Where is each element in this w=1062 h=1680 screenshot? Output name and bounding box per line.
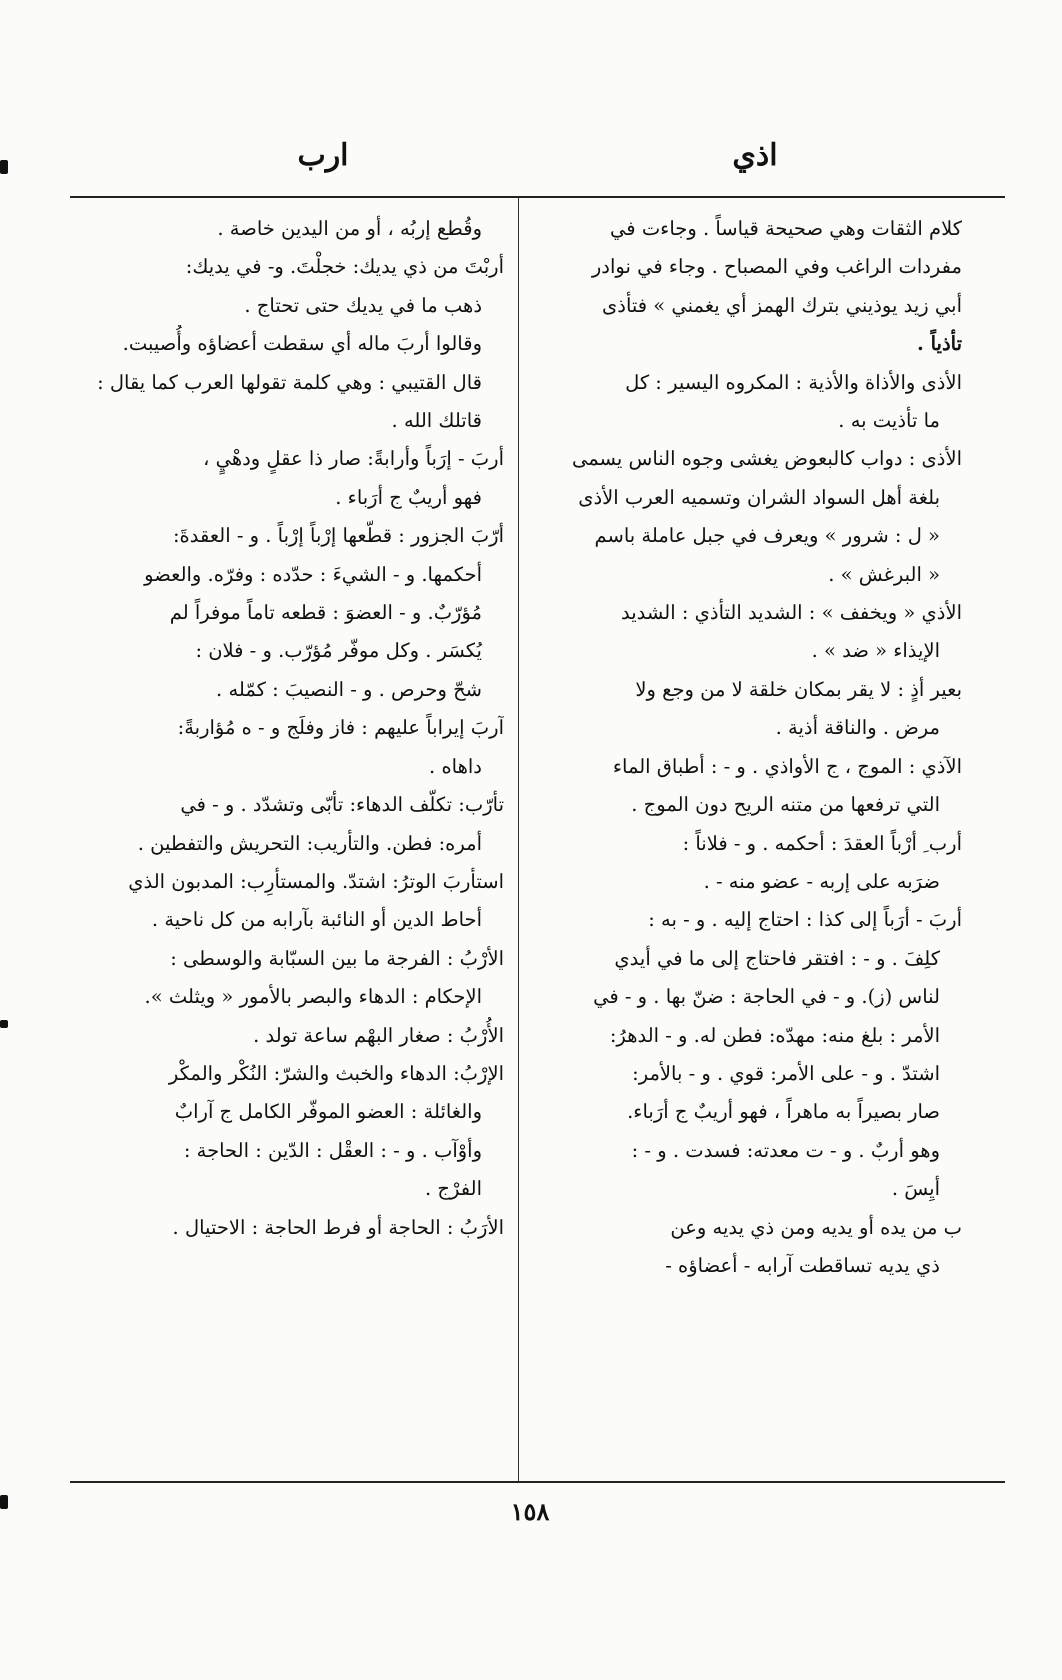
text-line: الإرْبُ: الدهاء والخبث والشرّ: النُكْر والمكْر	[168, 1061, 504, 1085]
text-line: الأذي « ويخفف » : الشديد التأذي : الشديد	[621, 601, 962, 625]
text-line: أربْتَ من ذي يديك: خجلْتَ. و- في يديك:	[185, 255, 504, 279]
text-line: وقُطع إربُه ، أو من اليدين خاصة .	[217, 217, 482, 240]
text-line: أيِسَ .	[891, 1177, 940, 1201]
text-line: آربَ إيراباً عليهم : فاز وفلَج و - ه مُؤاربةً:	[177, 716, 504, 740]
text-line: شحّ وحرص . و - النصيبَ : كمّله .	[216, 677, 482, 701]
text-line: مُؤرّبٌ. و - العضوَ : قطعه تاماً موفراً لم	[169, 601, 482, 625]
margin-mark	[0, 1495, 8, 1509]
text-line: أرّبَ الجزور : قطّعها إرْباً إرْباً . و - العقدةَ:	[172, 524, 504, 548]
text-line: تأرّب: تكلّف الدهاء: تأبّى وتشدّد . و - في	[180, 793, 504, 817]
text-line: ما تأذيت به .	[838, 409, 940, 433]
text-line: ب من يده أو يديه ومن ذي يديه وعن	[670, 1215, 962, 1239]
text-line: وقالوا أربَ ماله أي سقطت أعضاؤه وأُصيبت.	[122, 332, 482, 356]
text-line: أحكمها. و - الشيءَ : حدّده : وفرّه. والعضو	[144, 562, 482, 586]
text-line: الأرَبُ : الحاجة أو فرط الحاجة : الاحتيال .	[172, 1215, 504, 1239]
text-line: قال القتيبي : وهي كلمة تقولها العرب كما يقال :	[97, 370, 482, 394]
text-line: والغائلة : العضو الموفّر الكامل ج آرابٌ	[174, 1100, 482, 1124]
text-line: أبي زيد يوذيني بترك الهمز أي يغمني » فتأذى	[602, 293, 962, 317]
text-line: ذهب ما في يديك حتى تحتاج .	[244, 293, 482, 317]
text-line: قاتلك الله .	[391, 409, 482, 433]
text-line: « ل : شرور » ويعرف في جبل عاملة باسم	[594, 524, 940, 548]
text-line: أرب ِ أرْباً العقدَ : أحكمه . و - فلاناً :	[682, 831, 962, 855]
text-line: الفرْج .	[425, 1177, 482, 1201]
text-line: الأمر : بلغ منه: مهدّه: فطن له. و - الدهرُ:	[609, 1023, 940, 1047]
text-line: الإحكام : الدهاء والبصر بالأمور « ويثلث ».	[144, 985, 482, 1009]
text-line: الأذى : دواب كالبعوض يغشى وجوه الناس يسمى	[571, 447, 962, 471]
text-line: داهاه .	[429, 754, 482, 778]
text-line: الآذي : الموج ، ج الأواذي . و - : أطباق الماء	[612, 754, 962, 778]
text-line: أربَ - إرَباً وأرابةً: صار ذا عقلٍ ودهْيٍ ،	[203, 447, 504, 471]
text-line: فهو أريبٌ ج أرَباء .	[335, 485, 482, 509]
margin-mark	[0, 1020, 8, 1028]
header-root-left: ارب	[297, 138, 349, 173]
text-line: كلِفَ . و - : افتقر فاحتاج إلى ما في أيدي	[614, 946, 940, 970]
text-line: الأرْبُ : الفرجة ما بين السبّابة والوسطى :	[170, 946, 504, 970]
text-line: اشتدّ . و - على الأمر: قوي . و - بالأمر:	[632, 1061, 940, 1085]
text-line: استأربَ الوترُ: اشتدّ. والمستأرِب: المدبون الذي	[128, 869, 504, 893]
column-divider	[518, 198, 519, 1481]
text-line: لناس (ز). و - في الحاجة : ضنّ بها . و - في	[593, 985, 940, 1009]
text-line: بلغة أهل السواد الشران وتسميه العرب الأذى	[578, 485, 940, 509]
text-line: كلام الثقات وهي صحيحة قياساً . وجاءت في	[610, 217, 962, 240]
text-line: التي ترفعها من متنه الريح دون الموج .	[631, 793, 940, 817]
text-line: الإيذاء « ضد » .	[811, 639, 940, 663]
text-line: صار بصيراً به ماهراً ، فهو أريبٌ ج أرَباء.	[627, 1100, 940, 1124]
header-root-right: اذي	[732, 138, 778, 173]
text-line: الأذى والأذاة والأذية : المكروه اليسير : كل	[625, 370, 962, 394]
text-line: « البرغش » .	[828, 562, 940, 586]
text-line: يُكسَر . وكل موفّر مُؤرّب. و - فلان :	[195, 639, 482, 663]
top-rule	[70, 196, 1005, 198]
bottom-rule	[70, 1481, 1005, 1483]
text-line: ضرَبه على إربه - عضو منه - .	[703, 869, 940, 893]
page-number: ١٥٨	[510, 1497, 550, 1526]
left-column	[72, 210, 504, 1247]
text-line: ذي يديه تساقطت آرابه - أعضاؤه -	[665, 1253, 940, 1277]
text-line: مرض . والناقة أذية .	[775, 716, 940, 740]
text-line: تأذياً .	[917, 332, 962, 356]
text-line: مفردات الراغب وفي المصباح . وجاء في نوادر	[591, 255, 962, 279]
text-line: أربَ - أرَباً إلى كذا : احتاج إليه . و - به :	[648, 908, 962, 932]
text-line: الأُرْبُ : صغار البهْم ساعة تولد .	[253, 1023, 504, 1047]
text-line: أمره: فطن. والتأريب: التحريش والتفطين .	[137, 831, 482, 855]
right-column	[532, 210, 962, 1285]
text-line: أحاط الدين أو النائبة بآرابه من كل ناحية .	[151, 908, 482, 932]
margin-mark	[0, 160, 8, 174]
text-line: بعير أذٍ : لا يقر بمكان خلقة لا من وجع ولا	[635, 677, 962, 701]
text-line: وهو أربٌ . و - ت معدته: فسدت . و - :	[631, 1138, 940, 1162]
text-line: وأوْآب . و - : العقْل : الدّين : الحاجة :	[183, 1138, 482, 1162]
